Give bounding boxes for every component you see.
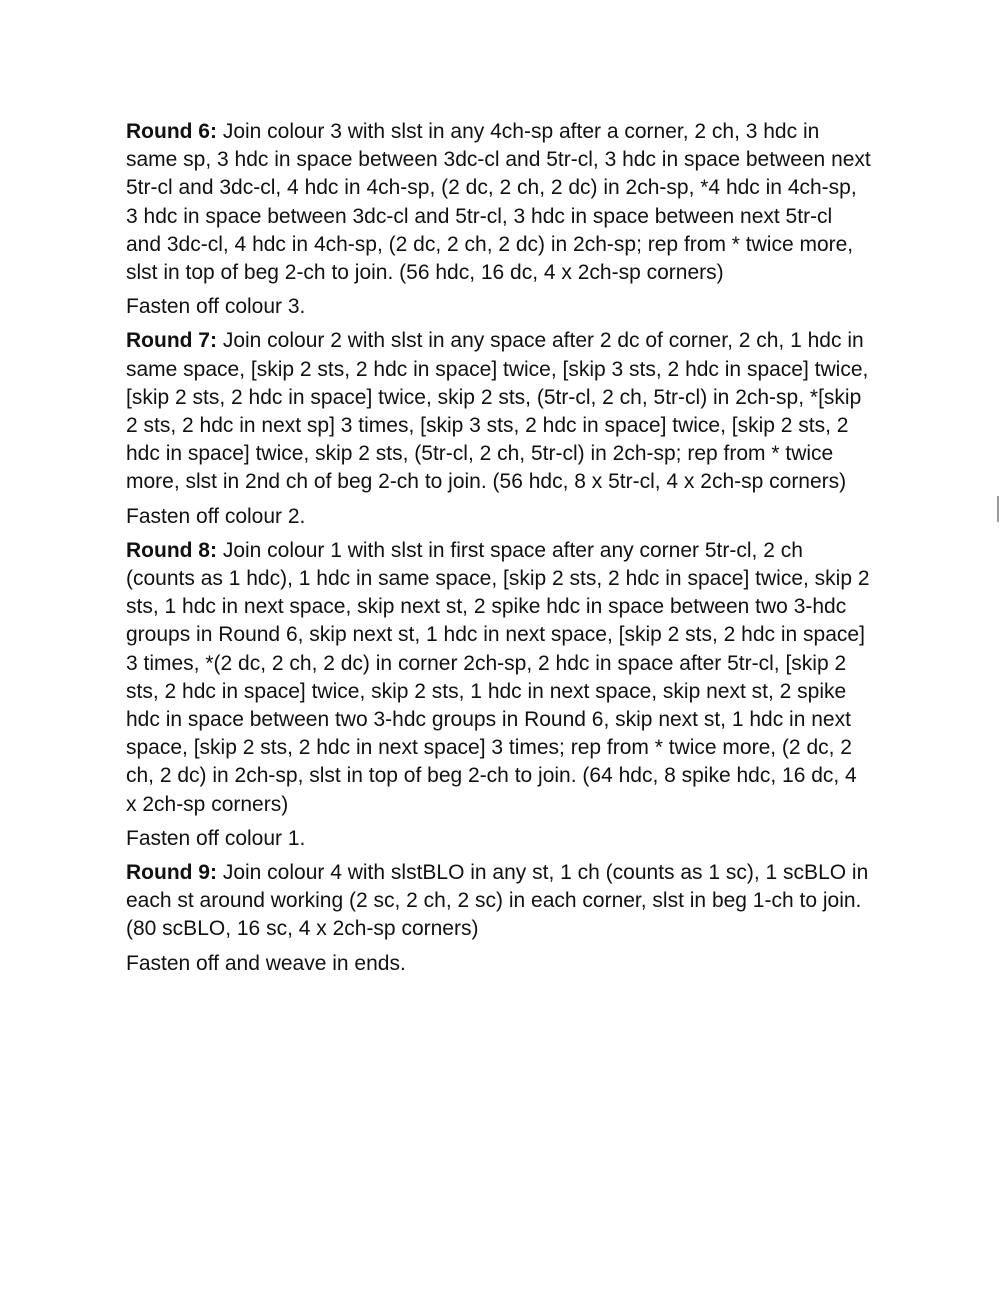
round-6-paragraph [126,118,871,287]
fasten-off-colour-1-text: Fasten off colour 1. [126,826,306,850]
round-8-text: Join colour 1 with slst in first space after any corner 5tr-cl, 2 ch (counts as 1 hdc), 1 hdc in same space, [skip 2 sts, 2 hdc in space] twice, skip 2 sts, 1 hdc in next space, skip next st, 2 spike hdc in space between two 3-hdc groups in Round 6, skip next st, 1 hdc in next space, [skip 2 sts, 2 hdc in space] 3 times, *(2 dc, 2 ch, 2 dc) in corner 2ch-sp, 2 hdc in space after 5tr-cl, [skip 2 sts, 2 hdc in space] twice, skip 2 sts, 1 hdc in next space, skip next st, 2 spike hdc in space between two 3-hdc groups in Round 6, skip next st, 1 hdc in next space, [skip 2 sts, 2 hdc in next space] 3 times; rep from * twice more, (2 dc, 2 ch, 2 dc) in 2ch-sp, slst in top of beg 2-ch to join. (64 hdc, 8 spike hdc, 16 dc, 4 x 2ch-sp corners) [126,538,870,816]
round-9-text: Join colour 4 with slstBLO in any st, 1 ch (counts as 1 sc), 1 scBLO in each st around working (2 sc, 2 ch, 2 sc) in each corner, slst in beg 1-ch to join. (80 scBLO, 16 sc, 4 x 2ch-sp corners) [126,861,869,941]
round-9-paragraph [126,859,871,944]
round-6-heading: Round 6: [126,120,217,143]
fasten-off-colour-2-text: Fasten off colour 2. [126,504,306,528]
round-7-text: Join colour 2 with slst in any space after 2 dc of corner, 2 ch, 1 hdc in same space, [skip 2 sts, 2 hdc in space] twice, [skip 3 sts, 2 hdc in space] twice, [skip 2 sts, 2 hdc in space] twice, skip 2 sts, (5tr-cl, 2 ch, 5tr-cl) in 2ch-sp, *[skip 2 sts, 2 hdc in next sp] 3 times, [skip 3 sts, 2 hdc in space] twice, [skip 2 sts, 2 hdc in space] twice, skip 2 sts, (5tr-cl, 2 ch, 5tr-cl) in 2ch-sp; rep from * twice more, slst in 2nd ch of beg 2-ch to join. (56 hdc, 8 x 5tr-cl, 4 x 2ch-sp corners) [126,329,869,494]
round-9-heading: Round 9: [126,861,217,885]
fasten-off-final [126,950,871,978]
round-7-paragraph [126,327,871,496]
fasten-off-final-text: Fasten off and weave in ends. [126,951,406,975]
fasten-off-colour-3 [126,293,871,321]
fasten-off-colour-2 [126,503,871,531]
fasten-off-colour-3-text: Fasten off colour 3. [126,295,306,319]
fasten-off-colour-1 [126,825,871,853]
round-8-paragraph [126,537,871,819]
pattern-instructions [126,118,871,984]
round-7-heading: Round 7: [126,329,217,353]
round-8-heading: Round 8: [126,538,217,562]
round-6-text: Join colour 3 with slst in any 4ch-sp after a corner, 2 ch, 3 hdc in same sp, 3 hdc in space between 3dc-cl and 5tr-cl, 3 hdc in space between next 5tr-cl and 3dc-cl, 4 hdc in 4ch-sp, (2 dc, 2 ch, 2 dc) in 2ch-sp, *4 hdc in 4ch-sp, 3 hdc in space between 3dc-cl and 5tr-cl, 3 hdc in space between next 5tr-cl and 3dc-cl, 4 hdc in 4ch-sp, (2 dc, 2 ch, 2 dc) in 2ch-sp; rep from * twice more, slst in top of beg 2-ch to join. (56 hdc, 16 dc, 4 x 2ch-sp corners) [126,120,871,285]
